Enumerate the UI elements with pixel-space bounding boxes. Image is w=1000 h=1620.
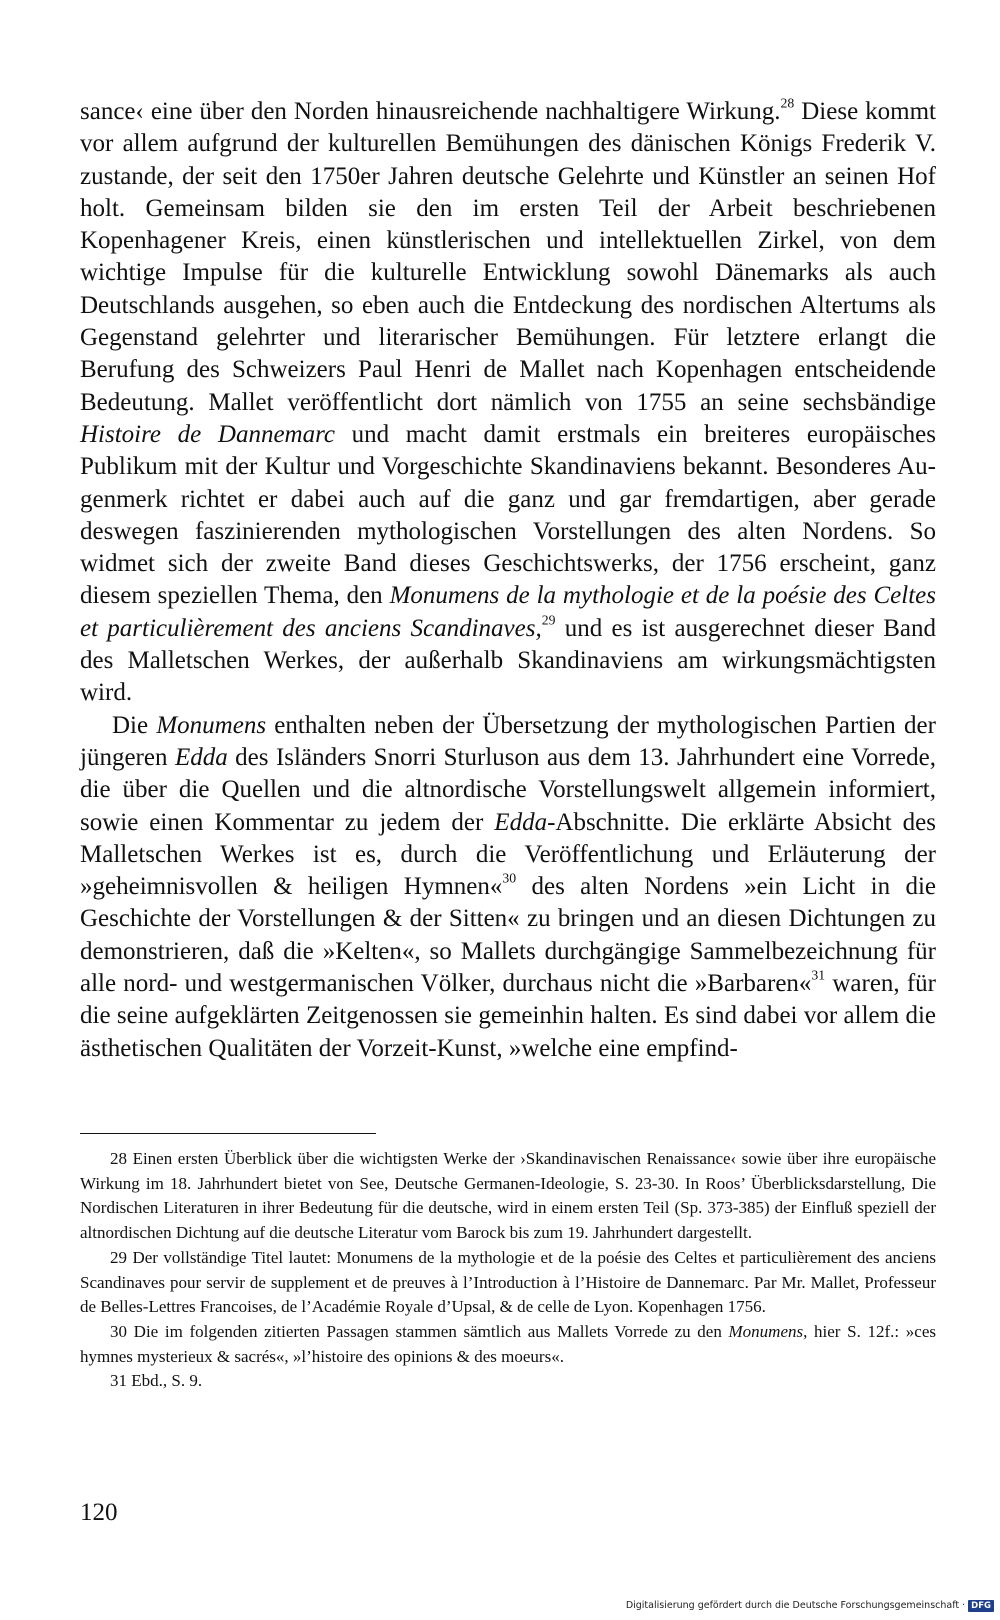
footnotes bbox=[80, 1147, 936, 1394]
paragraph-1 bbox=[80, 96, 936, 710]
paragraph-2 bbox=[80, 710, 936, 1065]
text-run: 29 Der vollständige Titel lautet: Monumens de la mythologie et de la poésie des Celtes et particulièrement des anciens Scandinaves pour servir de supplement et de preuves à l’Introduction à l’Histoire de Dannemarc. Par Mr. Mallet, Professeur de Belles-Lettres Francoises, de l’Académie Royale d’Upsal, & de celle de Lyon. Kopenhagen 1756. bbox=[80, 1247, 936, 1317]
footnote-31 bbox=[80, 1369, 936, 1394]
footnote-30 bbox=[80, 1320, 936, 1369]
dfg-logo-icon: DFG bbox=[968, 1600, 994, 1612]
text-run: sance‹ eine über den Norden hinausreichende nachhaltigere Wirkung. bbox=[80, 98, 781, 125]
footnote-29 bbox=[80, 1246, 936, 1320]
text-run: 28 Einen ersten Überblick über die wichtigsten Werke der ›Skandinavischen Renaissance‹ sowie über ihre europäische Wirkung im 18. Jahrhundert bietet von See, Deutsche Germanen-Ideologie, S. 23-30. In Roos’ Überblicksdarstellung, Die Nordischen Literaturen in ihrer Bedeutung für die deutsche, wird in einem ersten Teil (Sp. 373-385) der Einfluß speziell der altnordischen Dichtung auf die deutsche Literatur vom Barock bis zum 19. Jahrhundert dargestellt. bbox=[80, 1149, 936, 1243]
text-run: Diese kommt vor allem aufgrund der kulturellen Bemühungen des dänischen Königs Frederik V. zustande, der seit den 1750er Jahren deutsche Gelehrte und Künstler an seinen Hof holt. Gemeinsam bilden sie den im ersten Teil der Arbeit beschriebenen Kopenhagener Kreis, einen künstlerischen und intellektuellen Zirkel, von dem wichtige Impulse für die kulturelle Entwicklung sowohl Dänemarks als auch Deutschlands ausgehen, so eben auch die Entdeckung des nordischen Altertums als Gegenstand gelehrter und literarischer Bemühungen. Für letztere erlangt die Berufung des Schweizers Paul Henri de Mallet nach Kopenhagen entscheidende Bedeutung. Mallet veröffentlicht dort nämlich von 1755 an seine sechsbändige bbox=[80, 98, 936, 416]
text-run: , hier S. 12f.: »ces hymnes mysterieux & sacrés«, »l’histoire des opinions & des moeurs«. bbox=[80, 1321, 937, 1366]
text-run: enthalten neben der Übersetzung der mythologischen Partien der jüngeren bbox=[80, 711, 936, 771]
italic-text: Monumens bbox=[156, 711, 267, 739]
text-run: des alten Nordens »ein Licht in die Geschichte der Vorstellungen & der Sitten« zu bringen und an diesen Dichtungen zu demonstrieren, daß die »Kelten«, so Mallets durchgängige Sammelbezeichnung für alle nord- und westgermanischen Völker, durchaus nicht die »Barbaren« bbox=[80, 873, 936, 998]
text-run: 30 Die im folgenden zitierten Passagen stammen sämtlich aus Mallets Vorrede zu den bbox=[110, 1321, 729, 1341]
footnote-ref: 29 bbox=[541, 612, 556, 628]
italic-text: Monumens de la mythologie et de la poésie des Celtes et particulièrement des anciens Scandinaves, bbox=[80, 582, 936, 642]
text-run: -Abschnitte. Die erklärte Absicht des Malletschen Werkes ist es, durch die Veröffentlichung und Erläuterung der »geheimnisvollen & heiligen Hymnen« bbox=[80, 808, 936, 901]
text-run: Die bbox=[112, 711, 157, 739]
footnote-ref: 31 bbox=[811, 967, 826, 983]
page-number: 120 bbox=[80, 1499, 118, 1526]
text-run: waren, für die seine aufgeklärten Zeitgenossen sie gemeinhin halten. Es sind dabei vor allem die ästhetischen Qualitäten der Vorzeit-Kunst, »welche eine empfind- bbox=[80, 970, 936, 1062]
italic-text: Edda bbox=[494, 808, 548, 836]
italic-text: Monumens bbox=[728, 1321, 804, 1341]
footnote-28 bbox=[80, 1147, 936, 1246]
footnote-ref: 30 bbox=[502, 870, 517, 886]
text-run: 31 Ebd., S. 9. bbox=[110, 1371, 203, 1391]
italic-text: Edda bbox=[174, 743, 228, 771]
text-run: des Isländers Snorri Sturluson aus dem 13. Jahrhundert eine Vorrede, die über die Quellen und die altnordische Vorstellungswelt allgemein informiert, sowie einen Kommentar zu jedem der bbox=[80, 743, 937, 836]
credit-text: Digitalisierung gefördert durch die Deutsche Forschungsgemeinschaft bbox=[625, 1600, 960, 1611]
text-run: und macht damit erstmals ein breiteres europäisches Publikum mit der Kultur und Vorgeschichte Skandinaviens bekannt. Besonderes Augenmerk richtet er dabei auch auf die ganz und gar fremdartigen, aber gerade deswegen faszinierenden mythologischen Vorstellungen des alten Nordens. So widmet sich der zweite Band dieses Geschichtswerks, der 1756 erscheint, ganz diesem speziellen Thema, den bbox=[80, 420, 937, 610]
italic-text: Histoire de Dannemarc bbox=[80, 420, 335, 448]
main-text bbox=[80, 96, 936, 1065]
footnote-separator bbox=[80, 1133, 376, 1134]
dfg-credit: Digitalisierung gefördert durch die Deutsche Forschungsgemeinschaft · DFG bbox=[626, 1599, 994, 1613]
text-run: und es ist ausgerechnet dieser Band des Malletschen Werkes, der außerhalb Skandinaviens am wirkungsmächtigsten wird. bbox=[80, 614, 936, 707]
footnote-ref: 28 bbox=[780, 95, 795, 111]
